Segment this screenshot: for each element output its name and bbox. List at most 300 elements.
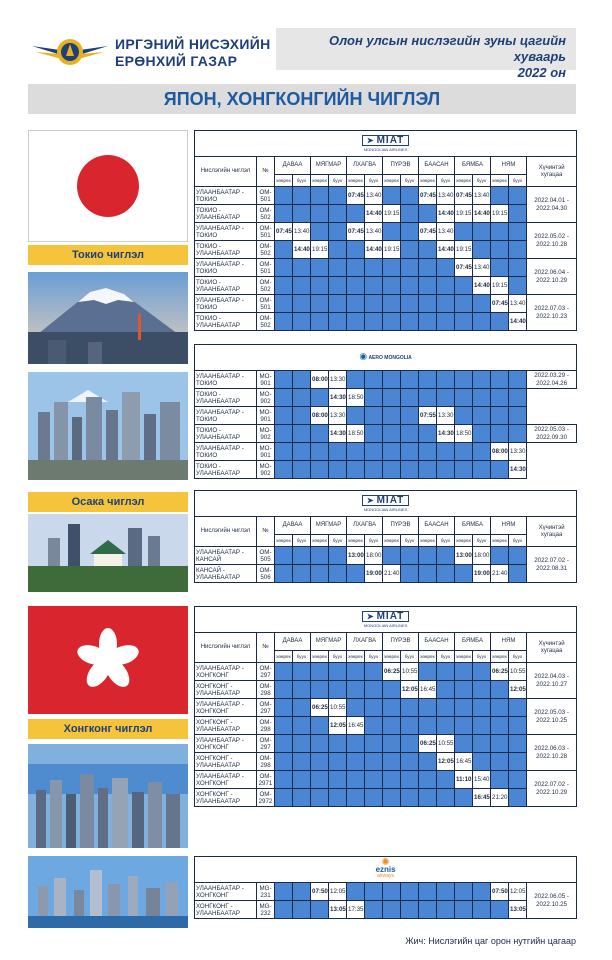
flight-number: MO-901 <box>257 371 275 389</box>
time-cell: 14:40 <box>365 205 383 223</box>
empty-cell <box>419 241 437 259</box>
day-header: МЯГМАР <box>311 633 347 651</box>
empty-cell <box>383 901 401 919</box>
empty-cell <box>383 389 401 407</box>
flight-number: OM-501 <box>257 259 275 277</box>
empty-cell <box>329 681 347 699</box>
table-row <box>195 425 577 443</box>
empty-cell <box>473 753 491 771</box>
departure-subheader: хөөрөх <box>491 175 509 187</box>
empty-cell <box>455 389 473 407</box>
empty-cell <box>293 883 311 901</box>
empty-cell <box>455 717 473 735</box>
departure-subheader: хөөрөх <box>347 175 365 187</box>
empty-cell <box>293 371 311 389</box>
arrival-subheader: буух <box>365 535 383 547</box>
empty-cell <box>347 681 365 699</box>
time-cell: 13:40 <box>437 187 455 205</box>
empty-cell <box>329 259 347 277</box>
route-cell: УЛААНБААТАР - ХОНГКОНГ <box>195 883 257 901</box>
empty-cell <box>491 461 509 479</box>
arrival-subheader: буух <box>401 175 419 187</box>
empty-cell <box>401 389 419 407</box>
empty-cell <box>509 735 527 753</box>
empty-cell <box>383 313 401 331</box>
empty-cell <box>509 407 527 425</box>
departure-subheader: хөөрөх <box>347 535 365 547</box>
flight-number: MO-902 <box>257 461 275 479</box>
empty-cell <box>509 771 527 789</box>
departure-subheader: хөөрөх <box>311 651 329 663</box>
arrival-subheader: буух <box>473 651 491 663</box>
empty-cell <box>473 699 491 717</box>
tokyo-aero-table <box>194 344 577 479</box>
empty-cell <box>509 371 527 389</box>
empty-cell <box>491 223 509 241</box>
empty-cell <box>365 277 383 295</box>
time-cell: 07:45 <box>347 223 365 241</box>
empty-cell <box>455 789 473 807</box>
empty-cell <box>347 883 365 901</box>
empty-cell <box>491 425 509 443</box>
time-cell: 13:30 <box>509 443 527 461</box>
empty-cell <box>491 699 509 717</box>
empty-cell <box>509 565 527 583</box>
airline-logo-cell <box>195 491 577 517</box>
empty-cell <box>329 295 347 313</box>
validity-period: 2022.04.01 - 2022.04.30 <box>527 187 577 223</box>
empty-cell <box>419 547 437 565</box>
time-cell: 14:40 <box>365 241 383 259</box>
empty-cell <box>311 717 329 735</box>
empty-cell <box>311 443 329 461</box>
table-row <box>195 565 577 583</box>
route-cell: КАНСАЙ - УЛААНБААТАР <box>195 565 257 583</box>
departure-subheader: хөөрөх <box>311 535 329 547</box>
time-cell: 13:40 <box>473 259 491 277</box>
flight-number: OM-501 <box>257 295 275 313</box>
empty-cell <box>293 313 311 331</box>
empty-cell <box>437 461 455 479</box>
flight-number: OM-501 <box>257 187 275 205</box>
day-header: НЯМ <box>491 157 527 175</box>
arrival-subheader: буух <box>509 535 527 547</box>
eznis-sun-icon: ✺ <box>381 857 390 868</box>
osaka-castle-photo <box>28 514 188 592</box>
departure-subheader: хөөрөх <box>455 175 473 187</box>
empty-cell <box>311 277 329 295</box>
time-cell: 06:25 <box>311 699 329 717</box>
eznis-logo: eznis <box>375 865 396 874</box>
empty-cell <box>275 717 293 735</box>
empty-cell <box>329 547 347 565</box>
empty-cell <box>509 389 527 407</box>
route-cell: ТОКИО - УЛААНБААТАР <box>195 461 257 479</box>
arrival-subheader: буух <box>401 651 419 663</box>
empty-cell <box>347 443 365 461</box>
empty-cell <box>293 259 311 277</box>
empty-cell <box>509 205 527 223</box>
day-header: ДАВАА <box>275 517 311 535</box>
time-cell: 19:15 <box>383 241 401 259</box>
time-cell: 07:55 <box>419 407 437 425</box>
validity-period: 2022.05.02 - 2022.10.28 <box>527 223 577 259</box>
period-header: Хүчинтэй хугацаа <box>527 157 577 187</box>
time-cell: 13:40 <box>473 187 491 205</box>
route-cell: УЛААНБААТАР - ТОКИО <box>195 259 257 277</box>
empty-cell <box>347 735 365 753</box>
table-row <box>195 277 577 295</box>
time-cell: 12:05 <box>509 883 527 901</box>
period-header: Хүчинтэй хугацаа <box>527 517 577 547</box>
table-row <box>195 735 577 753</box>
empty-cell <box>311 223 329 241</box>
empty-cell <box>293 565 311 583</box>
time-cell: 14:40 <box>473 277 491 295</box>
empty-cell <box>365 681 383 699</box>
empty-cell <box>509 277 527 295</box>
empty-cell <box>383 407 401 425</box>
empty-cell <box>509 699 527 717</box>
empty-cell <box>347 753 365 771</box>
empty-cell <box>491 753 509 771</box>
route-cell: ТОКИО - УЛААНБААТАР <box>195 313 257 331</box>
empty-cell <box>275 735 293 753</box>
empty-cell <box>347 277 365 295</box>
flight-number: OM-502 <box>257 205 275 223</box>
route-cell: ХОНГКОНГ - УЛААНБААТАР <box>195 681 257 699</box>
empty-cell <box>329 313 347 331</box>
empty-cell <box>437 443 455 461</box>
validity-period: 2022.06.04 - 2022.10.29 <box>527 259 577 295</box>
empty-cell <box>293 547 311 565</box>
route-cell: УЛААНБААТАР - КАНСАЙ <box>195 547 257 565</box>
time-cell: 07:45 <box>455 187 473 205</box>
flight-number: OM-298 <box>257 717 275 735</box>
empty-cell <box>293 277 311 295</box>
flight-number: MO-901 <box>257 407 275 425</box>
empty-cell <box>383 187 401 205</box>
tokyo-city-photo <box>28 372 188 480</box>
time-cell: 19:15 <box>383 205 401 223</box>
empty-cell <box>365 461 383 479</box>
validity-period: 2022.07.02 - 2022.10.29 <box>527 771 577 807</box>
table-row <box>195 789 577 807</box>
empty-cell <box>473 717 491 735</box>
time-cell: 10:55 <box>329 699 347 717</box>
route-cell: УЛААНБААТАР - ТОКИО <box>195 407 257 425</box>
empty-cell <box>455 735 473 753</box>
empty-cell <box>329 735 347 753</box>
osaka-label: Осака чиглэл <box>28 492 188 512</box>
empty-cell <box>401 241 419 259</box>
empty-cell <box>275 187 293 205</box>
empty-cell <box>347 789 365 807</box>
flight-number: OM-298 <box>257 681 275 699</box>
empty-cell <box>437 789 455 807</box>
time-cell: 14:40 <box>293 241 311 259</box>
time-cell: 16:45 <box>455 753 473 771</box>
empty-cell <box>401 883 419 901</box>
agency-logo <box>30 32 110 72</box>
time-cell: 17:35 <box>347 901 365 919</box>
time-cell: 18:50 <box>455 425 473 443</box>
time-cell: 15:40 <box>473 771 491 789</box>
time-cell: 12:05 <box>509 681 527 699</box>
empty-cell <box>401 371 419 389</box>
empty-cell <box>491 187 509 205</box>
route-cell: ХОНГКОНГ - УЛААНБААТАР <box>195 753 257 771</box>
hongkong-miat-table <box>194 606 577 807</box>
departure-subheader: хөөрөх <box>455 535 473 547</box>
route-cell: ТОКИО - УЛААНБААТАР <box>195 277 257 295</box>
empty-cell <box>509 259 527 277</box>
empty-cell <box>293 771 311 789</box>
empty-cell <box>293 717 311 735</box>
empty-cell <box>401 771 419 789</box>
empty-cell <box>365 753 383 771</box>
empty-cell <box>365 699 383 717</box>
day-header: БЯМБА <box>455 517 491 535</box>
flight-number: OM-502 <box>257 277 275 295</box>
time-cell: 11:10 <box>455 771 473 789</box>
empty-cell <box>347 407 365 425</box>
tokyo-miat-table <box>194 130 577 331</box>
empty-cell <box>275 313 293 331</box>
empty-cell <box>311 205 329 223</box>
table-row <box>195 681 577 699</box>
departure-subheader: хөөрөх <box>275 651 293 663</box>
time-cell: 14:30 <box>329 425 347 443</box>
route-cell: ХОНГКОНГ - УЛААНБААТАР <box>195 901 257 919</box>
hongkong-label: Хонгконг чиглэл <box>28 719 188 739</box>
empty-cell <box>311 771 329 789</box>
empty-cell <box>275 681 293 699</box>
empty-cell <box>365 389 383 407</box>
departure-subheader: хөөрөх <box>383 175 401 187</box>
empty-cell <box>455 295 473 313</box>
miat-logo-subtitle: MONGOLIAN AIRLINES <box>363 622 408 628</box>
empty-cell <box>419 295 437 313</box>
empty-cell <box>455 901 473 919</box>
empty-cell <box>401 187 419 205</box>
time-cell: 14:40 <box>437 241 455 259</box>
miat-logo <box>362 495 409 506</box>
empty-cell <box>365 901 383 919</box>
empty-cell <box>293 295 311 313</box>
table-row <box>195 313 577 331</box>
empty-cell <box>275 389 293 407</box>
miat-logo-text: MIAT <box>376 494 405 506</box>
empty-cell <box>383 425 401 443</box>
empty-cell <box>347 771 365 789</box>
empty-cell <box>491 735 509 753</box>
empty-cell <box>401 425 419 443</box>
empty-cell <box>419 425 437 443</box>
empty-cell <box>383 547 401 565</box>
empty-cell <box>311 313 329 331</box>
miat-logo-text: MIAT <box>376 134 405 146</box>
empty-cell <box>455 461 473 479</box>
day-header: МЯГМАР <box>311 157 347 175</box>
empty-cell <box>365 371 383 389</box>
departure-subheader: хөөрөх <box>419 535 437 547</box>
time-cell: 12:05 <box>401 681 419 699</box>
empty-cell <box>401 753 419 771</box>
time-cell: 07:45 <box>491 295 509 313</box>
route-cell: УЛААНБААТАР - ХОНГКОНГ <box>195 735 257 753</box>
empty-cell <box>455 277 473 295</box>
empty-cell <box>491 681 509 699</box>
empty-cell <box>311 187 329 205</box>
empty-cell <box>365 735 383 753</box>
agency-name: ИРГЭНИЙ НИСЭХИЙН ЕРӨНХИЙ ГАЗАР <box>115 36 271 69</box>
empty-cell <box>275 407 293 425</box>
time-cell: 14:40 <box>473 205 491 223</box>
time-cell: 07:50 <box>311 883 329 901</box>
time-cell: 16:45 <box>419 681 437 699</box>
empty-cell <box>329 187 347 205</box>
empty-cell <box>311 663 329 681</box>
empty-cell <box>311 565 329 583</box>
empty-cell <box>419 565 437 583</box>
empty-cell <box>419 789 437 807</box>
flight-number: OM-501 <box>257 223 275 241</box>
empty-cell <box>293 663 311 681</box>
empty-cell <box>401 735 419 753</box>
route-cell: УЛААНБААТАР - ТОКИО <box>195 443 257 461</box>
empty-cell <box>437 277 455 295</box>
departure-subheader: хөөрөх <box>455 651 473 663</box>
empty-cell <box>275 461 293 479</box>
arrival-subheader: буух <box>437 535 455 547</box>
day-header: БЯМБА <box>455 633 491 651</box>
empty-cell <box>365 717 383 735</box>
arrival-subheader: буух <box>329 535 347 547</box>
footnote: Жич: Нислэгийн цаг орон нутгийн цагаар <box>405 936 576 946</box>
empty-cell <box>275 259 293 277</box>
arrival-subheader: буух <box>293 651 311 663</box>
empty-cell <box>311 547 329 565</box>
empty-cell <box>491 771 509 789</box>
empty-cell <box>365 295 383 313</box>
empty-cell <box>455 883 473 901</box>
empty-cell <box>329 789 347 807</box>
empty-cell <box>329 277 347 295</box>
table-row <box>195 259 577 277</box>
flight-number: OM-298 <box>257 753 275 771</box>
departure-subheader: хөөрөх <box>311 175 329 187</box>
flight-number: MO-902 <box>257 425 275 443</box>
route-cell: ХОНГКОНГ - УЛААНБААТАР <box>195 717 257 735</box>
route-cell: УЛААНБААТАР - ХОНГКОНГ <box>195 699 257 717</box>
empty-cell <box>383 295 401 313</box>
empty-cell <box>509 717 527 735</box>
empty-cell <box>329 663 347 681</box>
empty-cell <box>455 681 473 699</box>
empty-cell <box>311 789 329 807</box>
empty-cell <box>383 371 401 389</box>
time-cell: 13:40 <box>365 187 383 205</box>
empty-cell <box>347 313 365 331</box>
time-cell: 13:30 <box>437 407 455 425</box>
empty-cell <box>293 461 311 479</box>
time-cell: 13:40 <box>365 223 383 241</box>
empty-cell <box>329 461 347 479</box>
empty-cell <box>401 313 419 331</box>
empty-cell <box>293 699 311 717</box>
table-row <box>195 187 577 205</box>
time-cell: 13:40 <box>437 223 455 241</box>
arrival-subheader: буух <box>437 175 455 187</box>
empty-cell <box>437 663 455 681</box>
time-cell: 18:00 <box>365 547 383 565</box>
empty-cell <box>473 461 491 479</box>
empty-cell <box>383 699 401 717</box>
empty-cell <box>347 461 365 479</box>
empty-cell <box>365 313 383 331</box>
time-cell: 13:40 <box>293 223 311 241</box>
time-cell: 19:15 <box>491 205 509 223</box>
table-row <box>195 443 577 461</box>
empty-cell <box>383 277 401 295</box>
empty-cell <box>383 717 401 735</box>
flight-number: OM-502 <box>257 313 275 331</box>
departure-subheader: хөөрөх <box>491 535 509 547</box>
table-row <box>195 461 577 479</box>
empty-cell <box>275 753 293 771</box>
empty-cell <box>419 699 437 717</box>
empty-cell <box>473 371 491 389</box>
flight-number: MO-902 <box>257 389 275 407</box>
empty-cell <box>491 717 509 735</box>
time-cell: 13:05 <box>509 901 527 919</box>
route-header: Нислэгийн чиглэл <box>195 633 257 663</box>
empty-cell <box>473 295 491 313</box>
empty-cell <box>419 205 437 223</box>
empty-cell <box>347 295 365 313</box>
time-cell: 18:00 <box>473 547 491 565</box>
empty-cell <box>365 883 383 901</box>
empty-cell <box>347 241 365 259</box>
miat-logo-text: MIAT <box>376 610 405 622</box>
time-cell: 14:30 <box>437 425 455 443</box>
time-cell: 14:40 <box>509 313 527 331</box>
empty-cell <box>419 313 437 331</box>
flight-no-header: № <box>257 517 275 547</box>
flight-number: OM-2972 <box>257 789 275 807</box>
empty-cell <box>473 735 491 753</box>
empty-cell <box>311 259 329 277</box>
empty-cell <box>383 753 401 771</box>
flight-number: OM-297 <box>257 663 275 681</box>
empty-cell <box>437 771 455 789</box>
validity-period: 2022.05.03 - 2022.10.25 <box>527 699 577 735</box>
route-cell: УЛААНБААТАР - ТОКИО <box>195 295 257 313</box>
route-cell: ТОКИО - УЛААНБААТАР <box>195 425 257 443</box>
empty-cell <box>365 407 383 425</box>
empty-cell <box>419 277 437 295</box>
time-cell: 14:40 <box>437 205 455 223</box>
empty-cell <box>293 407 311 425</box>
empty-cell <box>329 565 347 583</box>
empty-cell <box>383 883 401 901</box>
empty-cell <box>275 547 293 565</box>
airline-logo-cell <box>195 607 577 633</box>
departure-subheader: хөөрөх <box>347 651 365 663</box>
empty-cell <box>275 901 293 919</box>
time-cell: 07:45 <box>275 223 293 241</box>
